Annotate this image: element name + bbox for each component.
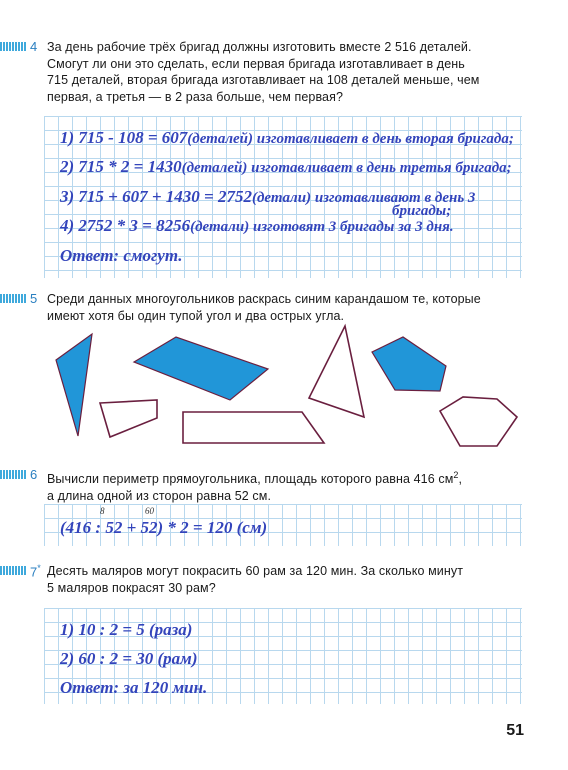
- polygon-pentagon-filled: [372, 337, 446, 391]
- task-4-answer-line-4: 4) 2752 * 3 = 8256(детали) изготовят 3 бригады за 3 дня.: [60, 216, 454, 235]
- task-7-answer-line-2: 2) 60 : 2 = 30 (рам): [60, 649, 198, 668]
- polygon-parallelogram-filled: [134, 337, 268, 400]
- task-4-answer-line-3b: бригады;: [392, 203, 452, 219]
- task-6-answer: (416 : 52 + 52) * 2 = 120 (см): [60, 518, 268, 537]
- task-4-line: 715 деталей, вторая бригада изготавливает на 108 деталей меньше, чем: [47, 73, 480, 87]
- task-7-star: *: [37, 563, 41, 573]
- task-5-line: Среди данных многоугольников раскрась синим карандашом те, которые: [47, 292, 481, 306]
- task-6-number: 6: [30, 467, 38, 482]
- task-4-line: Смогут ли они это сделать, если первая бригада изготавливает в день: [47, 56, 465, 71]
- polygon-triangle: [309, 326, 364, 417]
- task-7-answer-final: Ответ: за 120 мин.: [60, 678, 208, 697]
- task-6-line-2: а длина одной из сторон равна 52 см.: [47, 488, 272, 503]
- task-4-answer-line-2: 2) 715 * 2 = 1430(деталей) изготавливает в день третья бригада;: [60, 157, 512, 176]
- task-5-number: 5: [30, 291, 38, 306]
- task-7-answer-line-1: 1) 10 : 2 = 5 (раза): [60, 620, 193, 639]
- task-4-answer-line-3: 3) 715 + 607 + 1430 = 2752(детали) изготавливают в день 3: [60, 187, 476, 206]
- polygon-quadrilateral: [100, 400, 157, 437]
- task-6-unit-superscript: 2: [453, 470, 459, 480]
- task-4-answer-final: Ответ: смогут.: [60, 246, 183, 265]
- task-7-number: 7*: [30, 563, 41, 580]
- task-7-text: [47, 563, 463, 596]
- task-4-line: За день рабочие трёх бригад должны изготовить вместе 2 516 деталей.: [47, 40, 472, 54]
- polygon-hexagon: [440, 397, 517, 446]
- polygon-trapezoid: [183, 412, 324, 443]
- task-6-note-60: 60: [145, 506, 154, 516]
- task-7-line: Десять маляров могут покрасить 60 рам за 120 мин. За сколько минут: [47, 564, 464, 578]
- task-6-text: [47, 467, 462, 504]
- task-7-line: 5 маляров покрасят 30 рам?: [47, 580, 216, 595]
- task-4-number: 4: [30, 39, 38, 54]
- task-7-marker: [0, 566, 26, 575]
- task-4-answer-line-1: 1) 715 - 108 = 607(деталей) изготавливает в день вторая бригада;: [60, 128, 514, 147]
- task-6-marker: [0, 470, 26, 479]
- page-number: 51: [506, 722, 524, 739]
- polygon-triangle-filled: [56, 334, 92, 436]
- task-5-line: имеют хотя бы один тупой угол и два острых угла.: [47, 308, 345, 323]
- task-6-note-8: 8: [100, 506, 105, 516]
- task-4-line: первая, а третья — в 2 раза больше, чем первая?: [47, 89, 344, 104]
- task-6-line-1: Вычисли периметр прямоугольника, площадь которого равна 416 $см^2$,: [47, 470, 463, 487]
